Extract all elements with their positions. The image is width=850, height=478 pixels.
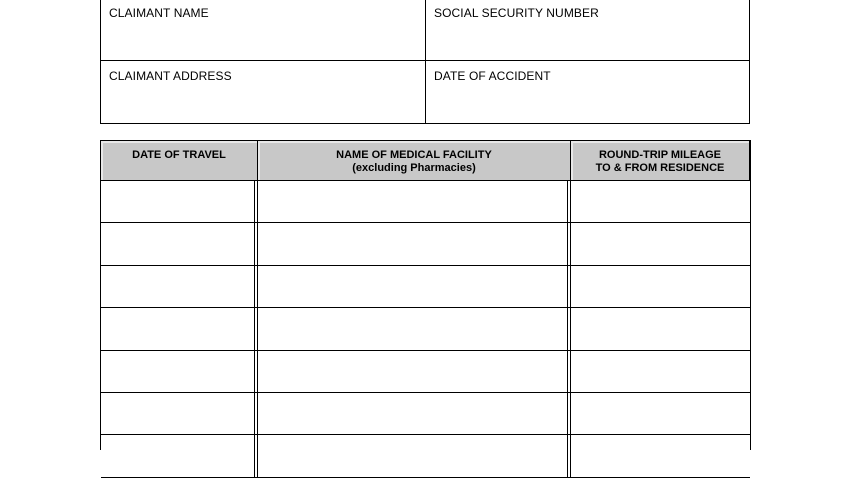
claimant-name-field[interactable]	[107, 21, 419, 56]
header-mileage-line1: ROUND-TRIP MILEAGE	[598, 149, 722, 161]
medical-facility-field[interactable]	[262, 225, 566, 262]
date-of-travel-field[interactable]	[105, 268, 253, 305]
header-medical-facility-line2: (excluding Pharmacies)	[352, 162, 476, 174]
table-cell	[101, 435, 258, 477]
claimant-address-cell	[101, 61, 426, 123]
table-cell	[101, 308, 258, 350]
header-medical-facility	[258, 141, 571, 181]
table-cell	[258, 308, 571, 350]
table-cell	[101, 223, 258, 265]
ssn-field[interactable]	[432, 21, 743, 56]
date-of-travel-field[interactable]	[105, 437, 253, 474]
table-cell	[571, 223, 750, 265]
header-date-of-travel	[101, 141, 258, 181]
medical-facility-field[interactable]	[262, 183, 566, 220]
mileage-field[interactable]	[575, 310, 746, 347]
mileage-field[interactable]	[575, 268, 746, 305]
date-of-travel-field[interactable]	[105, 183, 253, 220]
ssn-label: SOCIAL SECURITY NUMBER	[434, 6, 599, 20]
claimant-name-cell	[101, 0, 426, 61]
header-date-of-travel-text: DATE OF TRAVEL	[132, 149, 226, 161]
mileage-field[interactable]	[575, 225, 746, 262]
table-cell	[101, 393, 258, 435]
medical-facility-field[interactable]	[262, 268, 566, 305]
table-cell	[101, 266, 258, 308]
table-cell	[571, 181, 750, 223]
date-of-travel-field[interactable]	[105, 353, 253, 390]
table-cell	[101, 181, 258, 223]
mileage-field[interactable]	[575, 183, 746, 220]
table-cell	[101, 351, 258, 393]
header-medical-facility-line1: NAME OF MEDICAL FACILITY	[336, 149, 492, 161]
claimant-name-label: CLAIMANT NAME	[109, 6, 209, 20]
date-of-accident-field[interactable]	[432, 87, 743, 119]
medical-facility-field[interactable]	[262, 310, 566, 347]
date-of-accident-label: DATE OF ACCIDENT	[434, 69, 551, 83]
claimant-address-label: CLAIMANT ADDRESS	[109, 69, 232, 83]
medical-facility-field[interactable]	[262, 437, 566, 474]
table-cell	[571, 266, 750, 308]
medical-facility-field[interactable]	[262, 395, 566, 432]
table-cell	[258, 223, 571, 265]
table-cell	[258, 393, 571, 435]
header-roundtrip-mileage	[571, 141, 750, 181]
medical-facility-field[interactable]	[262, 353, 566, 390]
table-cell	[571, 351, 750, 393]
table-cell	[571, 435, 750, 477]
header-mileage-line2: TO & FROM RESIDENCE	[595, 162, 725, 174]
mileage-field[interactable]	[575, 395, 746, 432]
mileage-field[interactable]	[575, 437, 746, 474]
table-cell	[571, 308, 750, 350]
table-cell	[258, 351, 571, 393]
claimant-info-table	[100, 0, 750, 124]
ssn-cell	[426, 0, 749, 61]
claimant-address-field[interactable]	[107, 87, 419, 119]
date-of-accident-cell	[426, 61, 749, 123]
table-cell	[258, 266, 571, 308]
table-cell	[258, 181, 571, 223]
date-of-travel-field[interactable]	[105, 225, 253, 262]
mileage-field[interactable]	[575, 353, 746, 390]
table-cell	[571, 393, 750, 435]
date-of-travel-field[interactable]	[105, 310, 253, 347]
medical-travel-table	[100, 140, 751, 450]
date-of-travel-field[interactable]	[105, 395, 253, 432]
table-cell	[258, 435, 571, 477]
